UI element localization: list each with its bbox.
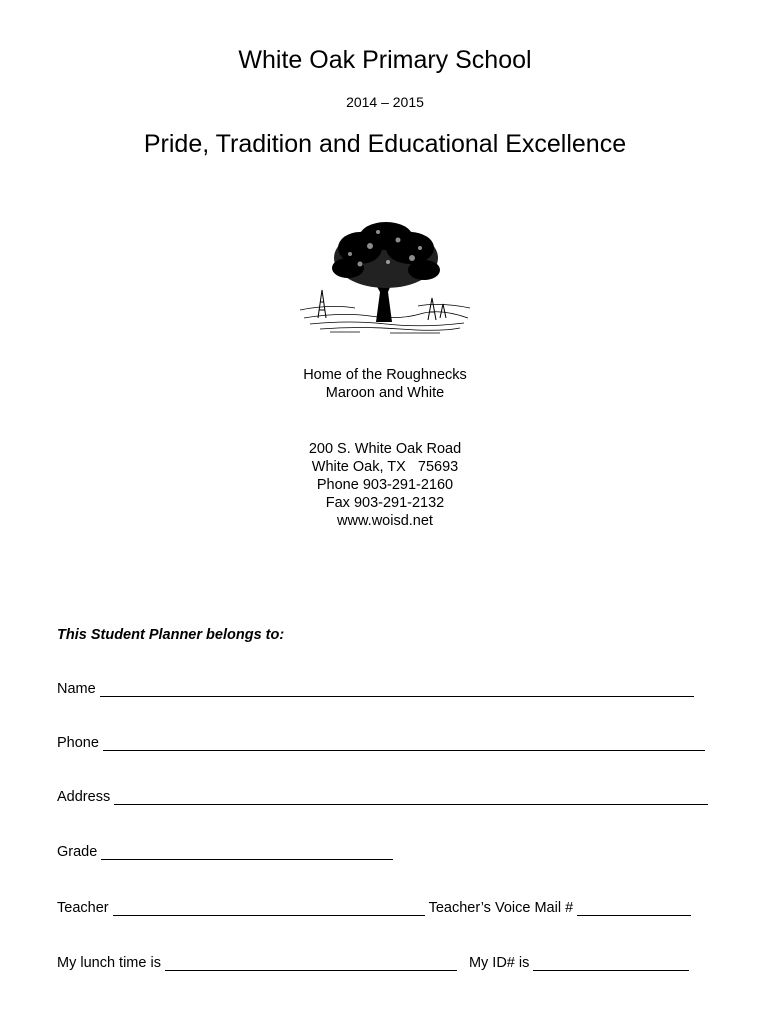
teacher-row: [57, 900, 695, 916]
fax-number: Fax 903-291-2132: [325, 495, 445, 511]
voicemail-field[interactable]: [577, 901, 691, 916]
id-label: My ID# is: [468, 955, 530, 971]
school-name: White Oak Primary School: [238, 46, 532, 74]
address-field[interactable]: [114, 790, 708, 805]
tree-icon: [300, 218, 472, 336]
street-address: 200 S. White Oak Road: [308, 441, 462, 457]
mascot-info: [0, 366, 770, 402]
phone-number: Phone 903-291-2160: [316, 477, 454, 493]
phone-field[interactable]: [103, 736, 705, 751]
grade-label: Grade: [57, 844, 98, 860]
name-row: [57, 681, 698, 697]
mascot-line: Home of the Roughnecks: [303, 367, 467, 383]
address-row: [57, 789, 712, 805]
website: www.woisd.net: [337, 513, 433, 529]
lunch-row: [57, 955, 693, 971]
form-heading: This Student Planner belongs to:: [57, 627, 285, 643]
address-label: Address: [57, 789, 111, 805]
lunch-field[interactable]: [165, 956, 457, 971]
grade-field[interactable]: [101, 845, 393, 860]
id-field[interactable]: [533, 956, 689, 971]
teacher-field[interactable]: [113, 901, 425, 916]
city-state-zip: White Oak, TX 75693: [311, 459, 459, 475]
school-year: 2014 – 2015: [346, 94, 424, 110]
lunch-label: My lunch time is: [57, 955, 161, 971]
name-field[interactable]: [100, 682, 694, 697]
contact-info: [0, 440, 770, 530]
school-motto: Pride, Tradition and Educational Excellence: [143, 130, 627, 158]
school-colors: Maroon and White: [325, 385, 445, 401]
grade-row: [57, 844, 397, 860]
name-label: Name: [57, 681, 96, 697]
voicemail-label: Teacher’s Voice Mail #: [428, 900, 574, 916]
phone-label: Phone: [57, 735, 99, 751]
teacher-label: Teacher: [57, 900, 109, 916]
phone-row: [57, 735, 709, 751]
